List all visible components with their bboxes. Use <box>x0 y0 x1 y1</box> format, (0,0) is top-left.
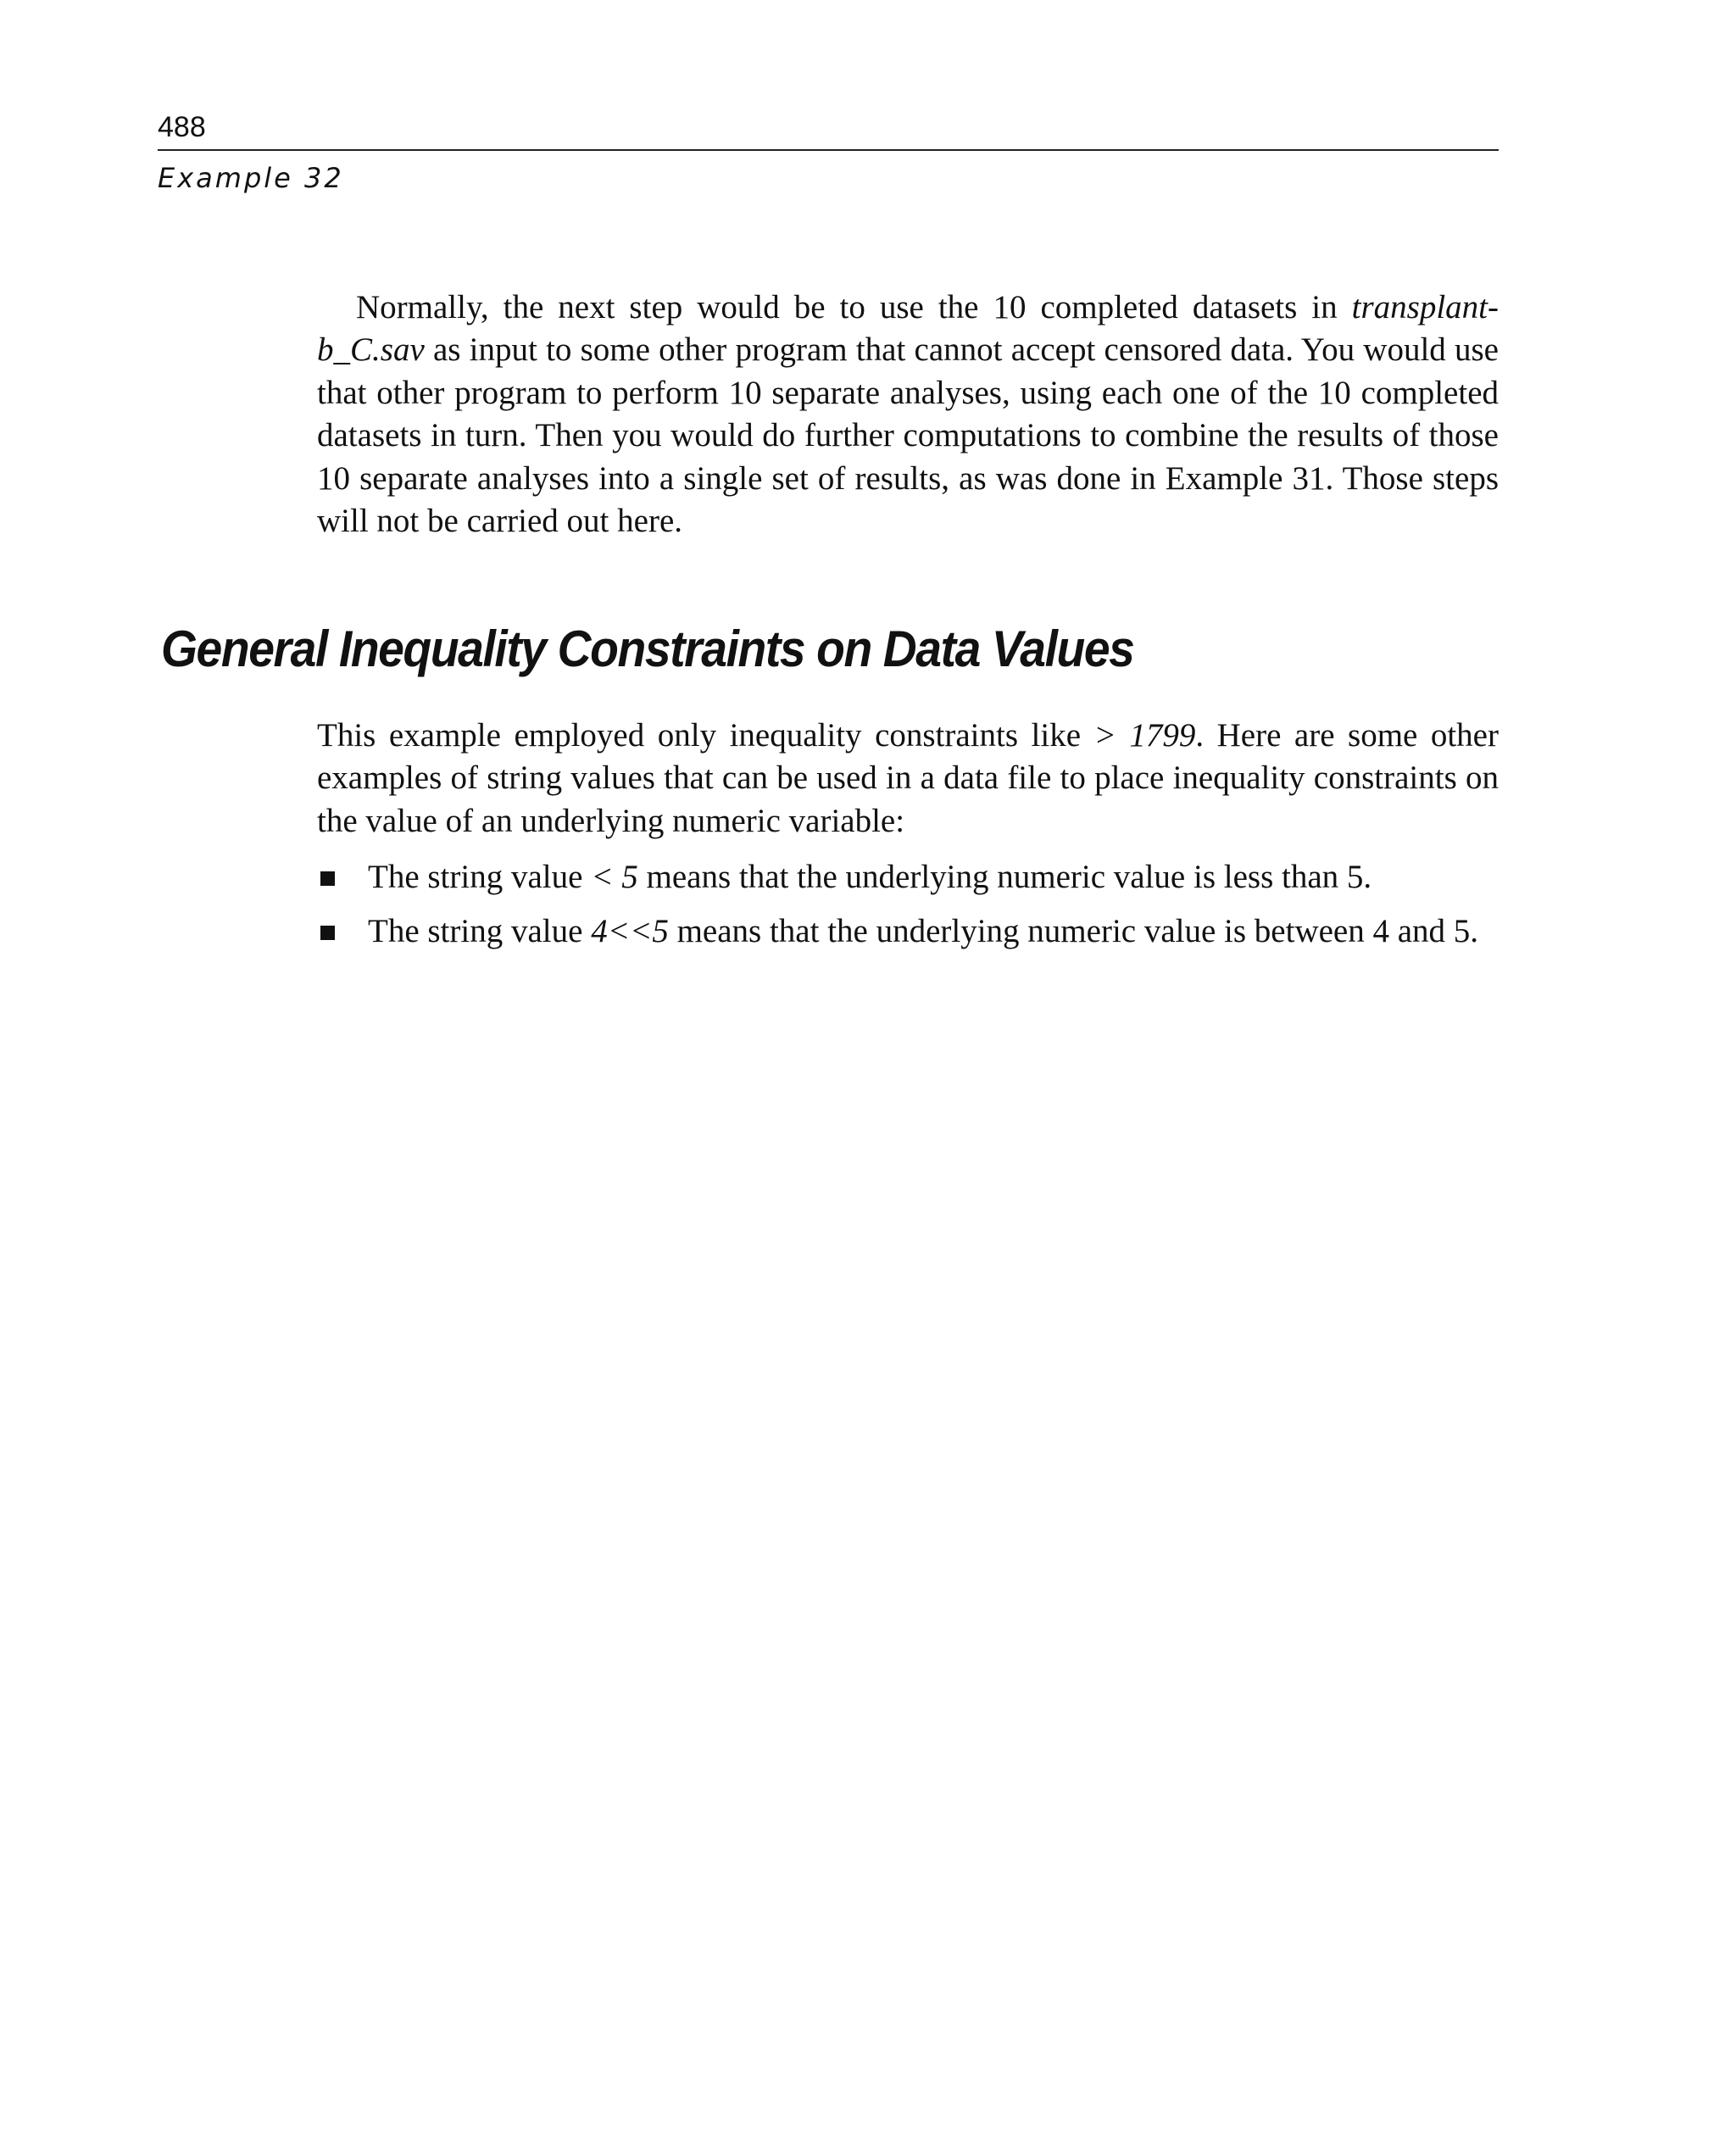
dataset-filename: transplant-b_C.sav <box>317 289 1499 369</box>
intro-text-start: Normally, the next step would be to use the 10 completed datasets in <box>356 289 1352 325</box>
list-item <box>317 856 1504 899</box>
string-value-example: 4<<5 <box>591 913 669 950</box>
bullet-list <box>317 856 1504 965</box>
square-bullet-icon <box>320 926 335 940</box>
header-rule <box>158 149 1499 151</box>
running-head: Example 32 <box>158 162 344 194</box>
page-number: 488 <box>158 111 206 143</box>
constraints-text-end: . Here are some other examples of string values that can be used in a data file to place inequality constraints on the value of an underlying numeric variable: <box>317 717 1499 839</box>
bullet-prefix: The string value <box>368 859 592 895</box>
constraint-example: > 1799 <box>1093 717 1196 754</box>
constraints-text-start: This example employed only inequality constraints like <box>317 717 1094 754</box>
bullet-suffix: means that the underlying numeric value is between 4 and 5. <box>668 913 1479 950</box>
intro-text-end: as input to some other program that cannot accept censored data. You would use that other program to perform 10 separate analyses, using each one of the 10 completed datasets in turn. Then you would do further computations to combine the results of those 10 separate analyses into a single set of results, as was done in Example 31. Those steps will not be carried out here. <box>317 331 1499 540</box>
square-bullet-icon <box>320 871 335 886</box>
bullet-suffix: means that the underlying numeric value is less than 5. <box>637 859 1372 895</box>
string-value-example: < 5 <box>591 859 638 895</box>
intro-paragraph <box>317 287 1499 542</box>
list-item <box>317 910 1504 953</box>
constraints-paragraph <box>317 715 1499 843</box>
section-heading: General Inequality Constraints on Data Values <box>161 620 1134 677</box>
bullet-prefix: The string value <box>368 913 592 950</box>
